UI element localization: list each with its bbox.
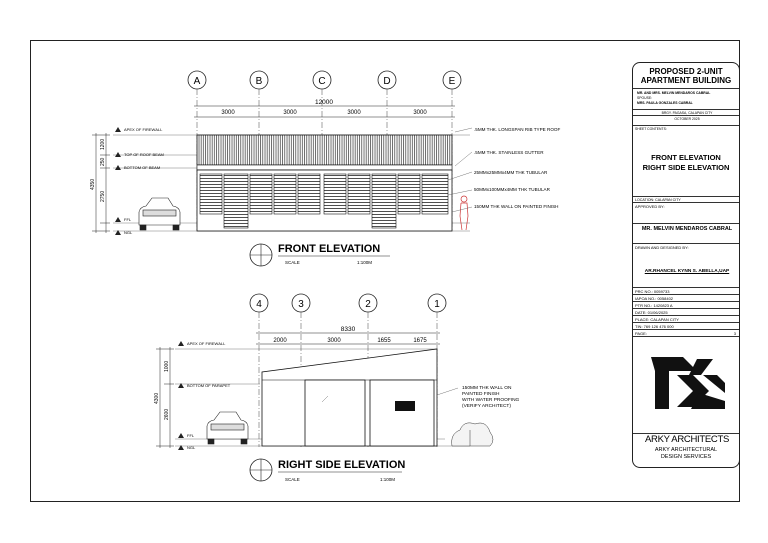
front-gutter: [197, 165, 452, 170]
grid-label: D: [383, 76, 391, 87]
note-text: WITH WATER PROOFING: [462, 398, 520, 403]
front-vert-dim: 2750: [100, 190, 106, 202]
ptr-no: PTR NO.: 1420823 A: [633, 301, 739, 308]
level-label: TOP OF ROOF BEAM: [124, 152, 164, 157]
front-grid-B: [250, 71, 268, 89]
grid-label: C: [318, 76, 326, 87]
scale-value: 1:100M: [380, 477, 396, 482]
front-span-dim: 3000: [347, 110, 361, 116]
note-text: 150MM THK WALL ON PAINTED FINISH: [474, 204, 559, 209]
side-elevation: [154, 294, 520, 482]
page-row: [633, 329, 739, 336]
grid-label: E: [448, 76, 456, 87]
tree-icon: [452, 423, 493, 446]
spouse-label: SPOUSE:: [637, 96, 653, 100]
front-span-dim: 3000: [283, 110, 297, 116]
drawn-label: DRAWN AND DESIGNED BY:: [633, 243, 739, 251]
tin: TIN: 769 126 476 000: [633, 322, 739, 329]
scale-label: SCALE: [285, 477, 300, 482]
car-icon: [139, 198, 180, 230]
side-grid-2: [359, 294, 377, 312]
car-icon: [207, 412, 248, 444]
human-scale-figure-icon: [460, 196, 468, 230]
side-grid-1: [428, 294, 446, 312]
front-grid-E: [443, 71, 461, 89]
drawing-title: FRONT ELEVATION: [278, 243, 381, 255]
side-opening-right: [370, 380, 434, 446]
firm-name: ARKY ARCHITECTS: [633, 433, 739, 445]
front-elevation: [90, 71, 560, 266]
side-overall-dim: 8330: [340, 326, 356, 333]
note-text: PAINTED FINISH: [462, 392, 500, 397]
level-label: FFL: [187, 433, 195, 438]
grid-label: B: [255, 76, 263, 87]
page-number: 3: [733, 331, 736, 336]
designer-name: AR.RHANCEL KYNN S. ABELLA,UAP: [644, 269, 730, 274]
grid-label: 2: [365, 299, 371, 310]
front-span-dim: 3000: [221, 110, 235, 116]
scale-label: SCALE: [285, 260, 300, 265]
level-label: FFL: [124, 217, 132, 222]
side-grid-4: [250, 294, 268, 312]
logo-area: [633, 336, 739, 431]
prc-no: PRC NO.: 0059733: [633, 287, 739, 294]
note-text: 25MMx25MMx4MM THK TUBULAR: [474, 170, 548, 175]
date: DATE: 01/06/2025: [633, 308, 739, 315]
place: PLACE: CALAPAN CITY: [633, 315, 739, 322]
approved-name: MR. MELVIN MENDAROS CABRAL: [633, 223, 739, 233]
front-overall-dim: 12000: [314, 99, 334, 106]
grid-label: 3: [298, 299, 304, 310]
note-text: .5MM THK. LONGSPAN RIB TYPE ROOF: [474, 127, 561, 132]
side-notes: [437, 385, 520, 409]
side-span-dim: 1655: [377, 338, 391, 344]
front-vert-dim: 4350: [90, 178, 96, 190]
scale-value: 1:100M: [357, 260, 373, 265]
iapoa-no: IAPOA NO.: 0058402: [633, 294, 739, 301]
firm-sub2: DESIGN SERVICES: [660, 454, 712, 460]
front-span-dim: 3000: [413, 110, 427, 116]
front-grid-C: [313, 71, 331, 89]
grid-label: 1: [434, 299, 440, 310]
level-label: NGL: [187, 445, 196, 450]
front-grid-A: [188, 71, 206, 89]
sheet-contents-label: SHEET CONTENTS:: [633, 125, 739, 131]
page-label: PAGE:: [635, 331, 647, 336]
side-span-dim: 1675: [413, 338, 427, 344]
arky-logo-icon: [647, 353, 727, 413]
front-roof-band: [197, 135, 452, 165]
side-opening-left: [305, 380, 365, 446]
location-label: LOCATION: CALAPAN CITY: [633, 196, 739, 202]
project-address: BRGY. PAGASA, CALAPAN CITY: [633, 109, 739, 115]
project-title: PROPOSED 2-UNIT APARTMENT BUILDING: [640, 67, 732, 85]
drawing-title: RIGHT SIDE ELEVATION: [278, 459, 406, 471]
title-block: [632, 62, 740, 468]
grid-label: A: [193, 76, 201, 87]
side-vert-dim: 4300: [154, 392, 160, 404]
front-vert-dim: 1200: [100, 138, 106, 150]
note-text: (VERIFY ARCHITECT): [462, 404, 511, 409]
level-label: APEX OF FIREWALL: [187, 341, 226, 346]
grid-label: 4: [256, 299, 262, 310]
front-grid-D: [378, 71, 396, 89]
owners-line: MRS. PAULA GONZALES CABRAL: [637, 101, 693, 105]
client-block: [637, 91, 737, 106]
side-vert-dim: 2600: [164, 408, 170, 420]
side-span-dim: 3000: [327, 338, 341, 344]
owners-line: MR. AND MRS. MELVIN MENDAROS CABRAL: [637, 91, 711, 95]
side-window-black: [395, 401, 415, 411]
approved-label: APPROVED BY:: [633, 202, 739, 210]
note-text: 50MMx100MMx4MM THK TUBULAR: [474, 187, 550, 192]
project-date: OCTOBER 2025: [633, 115, 739, 121]
side-vert-dim: 1000: [164, 360, 170, 372]
side-span-dim: 2000: [273, 338, 287, 344]
note-text: 150MM THK WALL ON: [462, 386, 512, 391]
firm-sub1: ARKY ARCHITECTURAL: [654, 447, 718, 453]
level-label: NGL: [124, 230, 133, 235]
level-label: BOTTOM OF PARAPET: [187, 383, 231, 388]
level-label: APEX OF FIREWALL: [124, 127, 163, 132]
level-label: BOTTOM OF BEAM: [124, 165, 161, 170]
side-grid-3: [292, 294, 310, 312]
side-elevation-title-block: [250, 459, 405, 482]
front-vert-dim: 250: [100, 157, 106, 166]
sheet-title: RIGHT SIDE ELEVATION: [642, 163, 730, 172]
front-elevation-title-block: [250, 243, 390, 266]
front-notes: [448, 127, 560, 212]
note-text: .5MM THK. STAINLESS GUTTER: [474, 150, 544, 155]
sheet-title: FRONT ELEVATION: [651, 153, 721, 162]
